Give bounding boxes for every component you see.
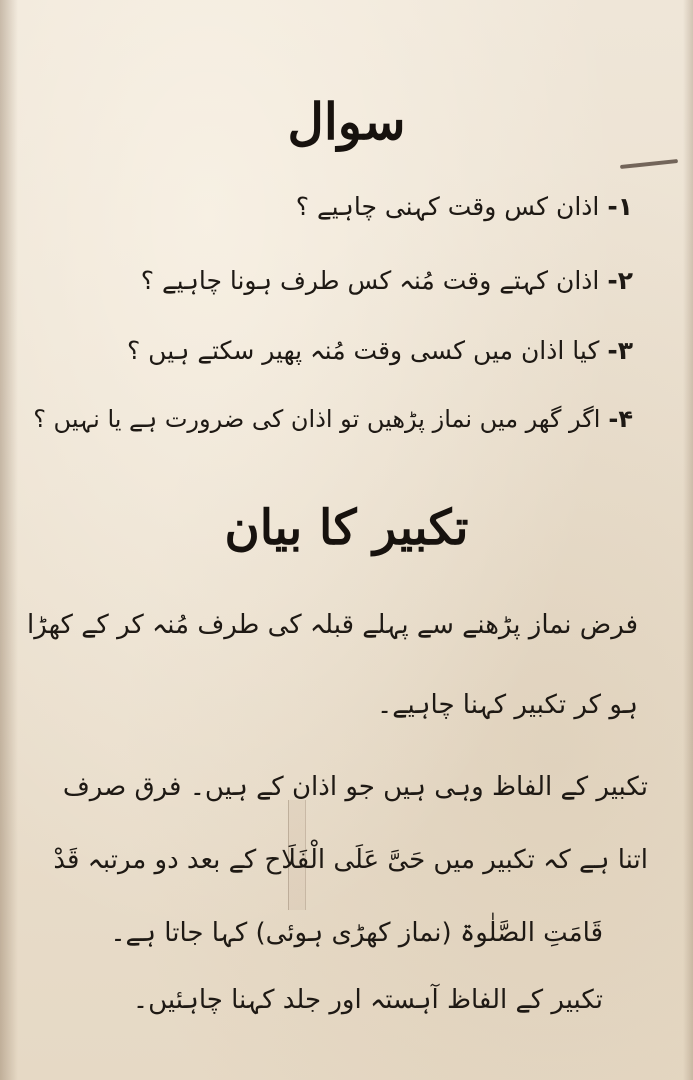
section-heading: تکبیر کا بیان — [224, 500, 469, 556]
body-line-5: قَامَتِ الصَّلٰوۃ (نماز کھڑی ہوئی) کہا جاتا ہے۔ — [110, 918, 603, 948]
body-line-3: تکبیر کے الفاظ وہی ہیں جو اذان کے ہیں۔ فرق صرف — [62, 772, 648, 802]
body-line-2: ہو کر تکبیر کہنا چاہیے۔ — [376, 690, 638, 720]
question-1 — [296, 192, 633, 221]
questions-heading: سوال — [287, 92, 406, 151]
question-2-number: ۲- — [607, 266, 633, 295]
question-3-text: کیا اذان میں کسی وقت مُنہ پھیر سکتے ہیں ؟ — [126, 336, 600, 365]
question-3 — [127, 336, 633, 365]
body-line-6: تکبیر کے الفاظ آہستہ اور جلد کہنا چاہئیں۔ — [132, 985, 603, 1015]
question-4-text: اگر گھر میں نماز پڑھیں تو اذان کی ضرورت ہے یا نہیں ؟ — [33, 405, 601, 433]
pencil-mark — [620, 159, 678, 169]
question-4 — [33, 405, 633, 433]
question-1-text: اذان کس وقت کہنی چاہیے ؟ — [295, 192, 600, 221]
question-2 — [141, 266, 633, 295]
question-1-number: ۱- — [607, 192, 633, 221]
question-2-text: اذان کہتے وقت مُنہ کس طرف ہونا چاہیے ؟ — [140, 266, 600, 295]
body-line-4: اتنا ہے کہ تکبیر میں حَیَّ عَلَی الْفَلَاح کے بعد دو مرتبہ قَدْ — [53, 845, 648, 875]
body-line-1: فرض نماز پڑھنے سے پہلے قبلہ کی طرف مُنہ کر کے کھڑا — [27, 610, 638, 640]
question-4-number: ۴- — [608, 405, 633, 433]
question-3-number: ۳- — [607, 336, 633, 365]
